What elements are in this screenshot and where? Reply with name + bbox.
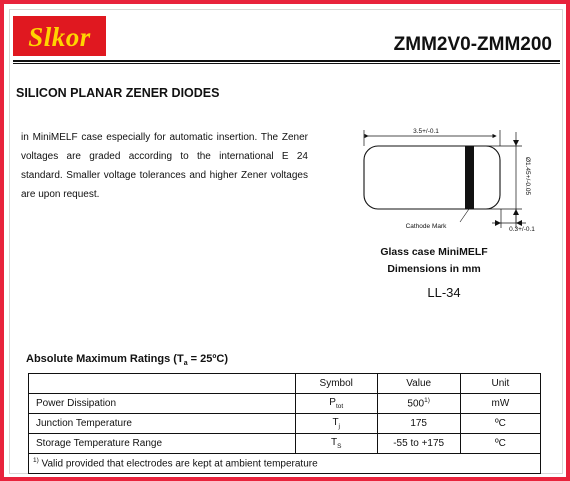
header-rule-thin — [13, 63, 560, 64]
ratings-title — [26, 353, 228, 367]
caption-line-2: Dimensions in mm — [387, 263, 481, 275]
value-cell: -55 to +175 — [377, 434, 460, 454]
symbol-cell — [295, 434, 377, 454]
diode-body — [364, 146, 500, 209]
symbol-sub: tot — [335, 403, 344, 410]
cathode-label: Cathode Mark — [405, 223, 447, 230]
footnote-text: Valid provided that electrodes are kept at ambient temperature — [38, 458, 318, 470]
footnote-cell — [29, 454, 541, 474]
slkor-logo — [13, 16, 106, 56]
table-row — [29, 394, 541, 414]
parameter-cell: Junction Temperature — [29, 414, 296, 434]
header-unit: Unit — [460, 374, 540, 394]
value-text: 500 — [407, 398, 425, 410]
document-title: SILICON PLANAR ZENER DIODES — [16, 86, 220, 100]
package-caption — [366, 244, 502, 278]
logo-text: Slkor — [28, 22, 91, 52]
ratings-title-prefix: Absolute Maximum Ratings (T — [26, 353, 184, 365]
parameter-cell: Power Dissipation — [29, 394, 296, 414]
parameter-cell: Storage Temperature Range — [29, 434, 296, 454]
cathode-band — [465, 146, 474, 209]
value-cell — [377, 394, 460, 414]
description-paragraph: in MiniMELF case especially for automatic insertion. The Zener voltages are graded according to the international E 24 standard. Smaller voltage tolerances and higher Zener voltages are upon request. — [21, 132, 308, 200]
unit-cell: ºC — [460, 434, 540, 454]
table-header-row — [29, 374, 541, 394]
length-label: 3.5+/-0.1 — [413, 128, 439, 135]
symbol-sub: S — [337, 443, 342, 450]
footnote-row — [29, 454, 541, 474]
header-rule — [13, 60, 560, 62]
value-cell: 175 — [377, 414, 460, 434]
table-row — [29, 414, 541, 434]
part-number: ZMM2V0-ZMM200 — [393, 34, 552, 55]
symbol-cell — [295, 414, 377, 434]
footnote-mark: 1) — [33, 457, 39, 465]
symbol-text: T — [332, 417, 339, 428]
symbol-text: T — [331, 437, 338, 448]
ratings-title-sub: a — [183, 360, 188, 368]
symbol-sub: j — [338, 423, 340, 430]
caption-line-1: Glass case MiniMELF — [380, 246, 488, 258]
symbol-text: P — [329, 397, 336, 408]
unit-cell: ºC — [460, 414, 540, 434]
value-footnote-ref: 1) — [424, 397, 430, 405]
cap-label: 0.3+/-0.1 — [509, 226, 535, 233]
diameter-label: Ø1.45+/-0.05 — [524, 156, 531, 196]
cathode-leader — [460, 209, 469, 222]
ratings-table — [28, 373, 541, 474]
header-value: Value — [377, 374, 460, 394]
header-parameter — [29, 374, 296, 394]
table-row — [29, 434, 541, 454]
unit-cell: mW — [460, 394, 540, 414]
header-symbol: Symbol — [295, 374, 377, 394]
symbol-cell — [295, 394, 377, 414]
package-code: LL-34 — [427, 285, 461, 300]
ratings-title-suffix: = 25ºC) — [187, 353, 228, 365]
